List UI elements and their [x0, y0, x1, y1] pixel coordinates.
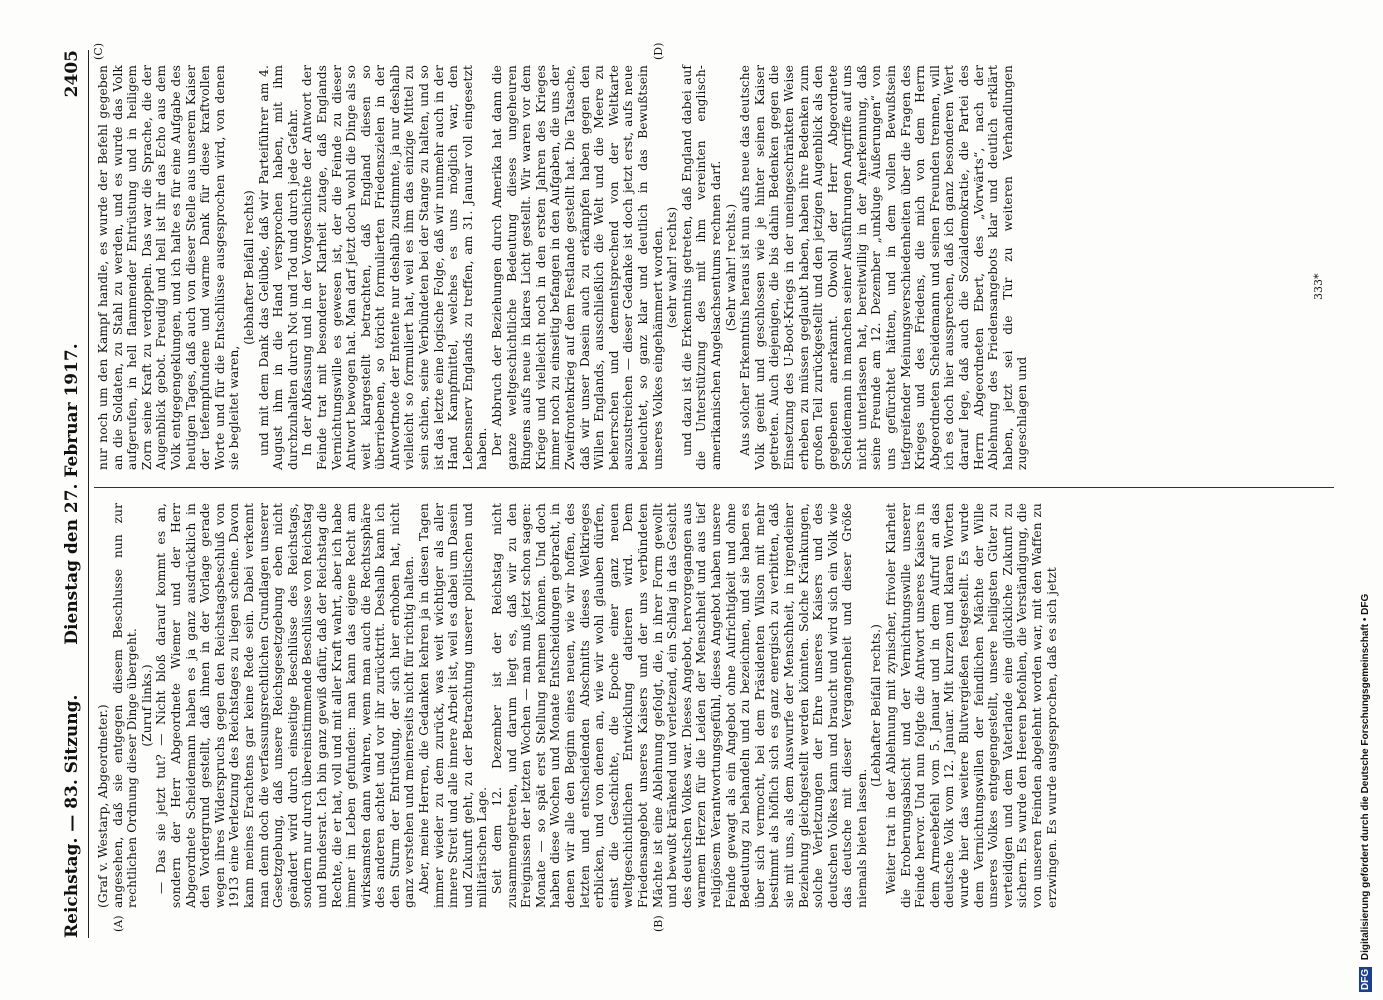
right-column	[96, 65, 1030, 470]
paragraph: Aus solcher Erkenntnis heraus ist nun aufs neue das deutsche Volk geeint und geschlossen wie je hinter seinen Kaiser getreten. Auch diejenigen, die bis dahin Bedenken gegen die Einsetzung des U-Boot-Kriegs in der uneingeschränkten Weise erheben zu müssen geglaubt haben, haben ihre Bedenken zum großen Teil zurückgestellt und den jetzigen Augenblick als den gegebenen anerkannt. Obwohl der Herr Abgeordnete Scheidemann in manchen seiner Ausführungen Angriffe auf uns nicht unterlassen hat, bereitwillig in der Anerkennung, daß seine Freunde am 12. Dezember „unkluge Äußerungen“ von uns gefürchtet hätten, und in dem vollen Bewußtsein tiefgreifender Meinungsverschiedenheiten über die Fragen des Krieges und des Friedens, die mich von dem Herrn Abgeordneten Scheidemann und seinen Freunden trennen, will ich es doch hier aussprechen, daß ich ganz besonderen Wert darauf lege, daß auch die Sozialdemokratie, die Partei des Herrn Abgeordneten Ebert, des „Vorwärts“, nach der Ablehnung des Friedensangebots klar und deutlich erklärt haben, jetzt sei die Tür zu weiteren Verhandlungen zugeschlagen und	[738, 65, 1030, 470]
digitization-credit	[1355, 8, 1381, 992]
page-number: 2405	[62, 50, 82, 98]
signature-mark: 333*	[1312, 273, 1325, 300]
paragraph: Seit dem 12. Dezember ist der Reichstag nicht zusammengetreten, und darum liegt es, daß wir zu den Ereignissen der letzten Wochen — man muß jetzt schon sagen: Monate — so spät erst Stellung nehmen können. Und doch haben diese Wochen und Monate Entscheidungen gebracht, in denen wir alle den Beginn eines neuen, wie wir hoffen, des letzten und entscheidenden Abschnitts dieses Weltkrieges erblicken, und von denen an, wie wir wohl glauben dürfen, einst die Geschichte, die Epoche einer ganz neuen weltgeschichtlichen Entwicklung datieren wird. Dem Friedensangebot unseres Kaisers und der uns verbündeten Mächte ist eine Ablehnung gefolgt, die, in ihrer Form gewollt und bewußt kränkend und verletzend, ein Schlag in das Gesicht des deutschen Volkes war. Dieses Angebot, hervorgegangen aus warmem Herzen für die Leiden der Menschheit und aus tief religiösem Verantwortungsgefühl, dieses Angebot haben unsere Feinde gewagt als ein Angebot ohne Aufrichtigkeit und ohne Bedeutung zu behandeln und zu bezeichnen, und sie haben es über sich vermocht, bei dem Präsidenten Wilson mit mehr bestimmt als höflich sich es ganz energisch zu verbitten, daß sie mit uns, als dem Auswurfe der Menschheit, in irgendeiner Beziehung gleichgestellt werden könnten. Solche Kränkungen, solche Verletzungen der Ehre unseres Kaisers und des deutschen Volkes kann und braucht und wird sich ein Volk wie das deutsche mit dieser Vergangenheit und dieser Größe niemals bieten lassen.	[490, 503, 869, 908]
column-divider	[94, 487, 1334, 488]
credit-text: Digitalisierung gefördert durch die Deutsche Forschungsgemeinschaft • DFG	[1360, 593, 1371, 961]
paragraph: In der Abfassung und in der Vorgeschichte der Antwort der Feinde trat mit besonderer Klarheit zutage, daß Englands Vernichtungswille es gewesen ist, der die Feinde zu dieser Antwort bewogen hat. Man darf jetzt doch wohl die Dinge als so weit klargestellt betrachten, daß England diesen so überriebenen, so töricht formulierten Friedenszielen in der Antwortnote der Entente nur deshalb zustimmte, ja nur deshalb vielleicht so formuliert hat, weil es ihm das einzige Mittel zu sein schien, seine Verbündeten bei der Stange zu halten, und so ist das letzte eine logische Folge, daß wir nunmehr auch in der Hand Kampfmittel, welches es uns möglich war, den Lebensnerv Englands zu treffen, am 31. Januar voll eingesetzt haben.	[300, 65, 490, 470]
header-title: Reichstag. — 83. Sitzung.	[62, 694, 82, 938]
remark: (Zuruf links.)	[139, 664, 154, 747]
paragraph: angesehen, daß sie entgegen diesem Beschlusse nun zur rechtlichen Ordnung dieser Dinge übergeht.	[110, 503, 140, 908]
remark: (sehr wahr! rechts)	[665, 206, 680, 329]
paragraph: nur noch um den Kampf handle, es wurde der Befehl gegeben an die Soldaten, zu Stahl zu werden, und es wurde das Volk aufgerufen, in hell flammender Entrüstung und in heiligem Zorn seine Kraft zu verdoppeln. Das war die Sprache, die der Augenblick gebot. Freudig und hell ist ihr das Echo aus dem Volk entgegengeklungen, und ich halte es für eine Aufgabe des heutigen Tages, daß auch von dieser Stelle aus unserem Kaiser der tiefempfundene und warme Dank für diese kraftvollen Worte und für die Entschlüsse ausgesprochen wird, von denen sie begleitet waren,	[96, 65, 242, 470]
margin-letter-c: (C)	[92, 43, 105, 60]
paragraph: Aber, meine Herren, die Gedanken kehren ja in diesen Tagen immer wieder zu dem zurück, was weit wichtiger als aller innere Streit und alle innere Arbeit ist, weil es dabei um Dasein und Zukunft geht, zu der Betrachtung unserer politischen und militärischen Lage.	[417, 503, 490, 908]
remark: (lebhafter Beifall rechts)	[241, 190, 256, 345]
margin-letter-a: (A)	[112, 915, 125, 932]
paragraph: und mit dem Dank das Gelübde, daß wir Parteiführer am 4. August ihm in die Hand versprochen haben, mit ihm durchzuhalten durch Not und Tod und durch jede Gefahr.	[256, 65, 300, 470]
remark: (Lebhafter Beifall rechts.)	[869, 624, 884, 788]
margin-letter-b: (B)	[652, 915, 665, 932]
left-column	[96, 503, 1059, 908]
paragraph: Weiter trat in der Ablehnung mit zynischer, frivoler Klarheit die Eroberungsabsicht und der Vernichtungswille unserer Feinde hervor. Und nun folgte die Antwort unseres Kaisers in dem Armeebefehl vom 5. Januar und in dem Aufruf an das deutsche Volk vom 12. Januar. Mit kurzen und klaren Worten wurde hier das weitere Blutvergießen festgestellt. Es wurde dem Vernichtungswillen der feindlichen Mächte der Wille unseres Volkes entgegengestellt, unsere heiligsten Güter zu verteidigen und dem Vaterlande eine glückliche Zukunft zu sichern. Es wurde den Heeren befohlen, die Verständigung, die von unseren Feinden abgelehnt worden war, mit den Waffen zu erzwingen. Es wurde ausgesprochen, daß es sich jetzt	[884, 503, 1059, 908]
speaker-line: (Graf v. Westarp, Abgeordneter.)	[96, 704, 110, 908]
paragraph: und dazu ist die Erkenntnis getreten, daß England dabei auf die Unterstützung des mit ihm vereinten englisch-amerikanischen Angelsachsentums rechnen darf.	[679, 65, 723, 470]
remark: (Sehr wahr! rechts.)	[723, 203, 738, 332]
dfg-badge: DFG	[1360, 968, 1371, 990]
paragraph: Der Abbruch der Beziehungen durch Amerika hat dann die ganze weltgeschichtliche Bedeutung dieses ungeheuren Ringens aufs neue in klares Licht gestellt. Wir waren vor dem Kriege und vielleicht noch in den ersten Jahren des Krieges immer noch zu einseitig befangen in den Aufgaben, die uns der Zweifrontenkrieg auf dem Festlande gestellt hat. Die Tatsache, daß wir unser Dasein auch zu erkämpfen haben gegen den Willen Englands, ausschließlich die Welt und die Meere zu beherrschen und dementsprechend von der Weltkarte auszustreichen — dieser Gedanke ist doch jetzt erst, aufs neue beleuchtet, so ganz klar und deutlich in das Bewußtsein unseres Volkes eingehämmert worden.	[490, 65, 665, 470]
header-date: Dienstag den 27. Februar 1917.	[62, 343, 82, 645]
paragraph: — Das sie jetzt tut? — Nicht bloß darauf kommt es an, sondern der Herr Abgeordnete Wiemer und der Herr Abgeordnete Scheidemann haben es ja ganz ausdrücklich in den Vordergrund gestellt, daß ihnen in der Vorlage gerade wegen ihres Widerspruchs gegen den Reichstagsbeschluß von 1913 eine Verletzung des Reichstages zu liegen scheine. Davon kann meines Erachtens gar keine Rede sein. Dabei verkennt man denn doch die verfassungsrechtlichen Grundlagen unserer Gesetzgebung, daß unsere Reichsgesetzgebung eben nicht geändert wird durch einseitige Beschlüsse des Reichstags, sondern nur durch übereinstimmende Beschlüsse von Reichstag und Bundesrat. Ich bin ganz gewiß dafür, daß der Reichstag die Rechte, die er hat, voll und mit aller Kraft wahrt, aber ich habe immer im Leben gefunden: man kann das eigene Recht am wirksamsten dann wahren, wenn man auch die Rechtssphäre des anderen achtet und vor ihr zurücktritt. Deshalb kann ich den Sturm der Entrüstung, der sich hier erhoben hat, nicht ganz verstehen und meinerseits nicht für richtig halten.	[154, 503, 417, 908]
page-header	[58, 50, 89, 938]
margin-letter-d: (D)	[652, 42, 665, 60]
